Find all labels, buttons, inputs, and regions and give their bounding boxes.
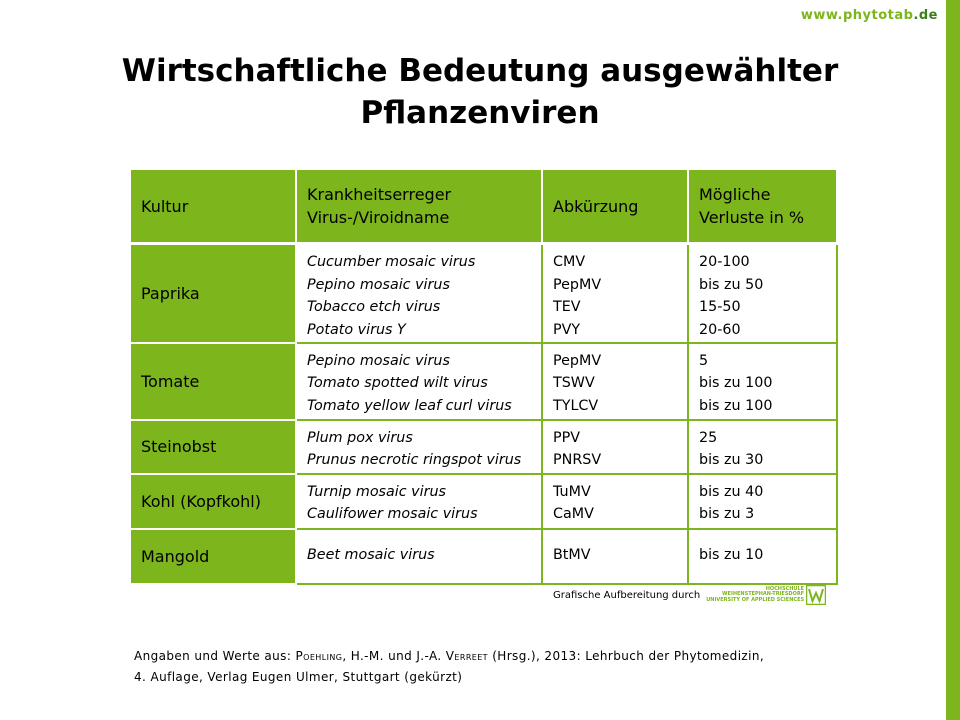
author-verreet: Verreet [445,649,488,663]
table-row [131,244,837,343]
virus-table [131,170,838,585]
hswt-logo[interactable] [706,585,826,605]
loss-cell: 20-100 bis zu 50 15-50 20-60 [688,244,837,343]
kultur-cell: Paprika [131,244,296,343]
author-poehling: Poehling [295,649,343,663]
virus-cell: Turnip mosaic virus Caulifower mosaic virus [296,474,542,529]
graphic-credit [553,584,826,606]
site-url-link[interactable]: www.phytotab.de [800,8,938,23]
kultur-cell: Kohl (Kopfkohl) [131,474,296,529]
abbr-cell: TuMV CaMV [542,474,688,529]
title-line-1: Wirtschaftliche Bedeutung ausgewählter [121,53,839,89]
table-row [131,474,837,529]
abbr-cell: PPV PNRSV [542,420,688,474]
hswt-logo-text: HOCHSCHULE WEIHENSTEPHAN-TRIESDORF UNIVERSITY OF APPLIED SCIENCES [706,585,805,603]
abbr-cell: PepMV TSWV TYLCV [542,343,688,420]
hswt-w-icon [806,585,826,605]
table-row [131,529,837,584]
table-row [131,343,837,420]
header-verluste: Mögliche Verluste in % [688,170,837,244]
right-accent-bar [946,0,960,720]
abbr-cell: CMV PepMV TEV PVY [542,244,688,343]
kultur-cell: Mangold [131,529,296,584]
kultur-cell: Tomate [131,343,296,420]
virus-cell: Beet mosaic virus [296,529,542,584]
kultur-cell: Steinobst [131,420,296,474]
header-erreger: Krankheitserreger Virus-/Viroidname [296,170,542,244]
virus-cell: Pepino mosaic virus Tomato spotted wilt virus Tomato yellow leaf curl virus [296,343,542,420]
header-abkuerzung: Abkürzung [542,170,688,244]
table-row [131,420,837,474]
source-citation: Angaben und Werte aus: Poehling, H.-M. und J.-A. Verreet (Hrsg.), 2013: Lehrbuch der Phytomedizin, 4. Auflage, Verlag Eugen Ulmer, Stuttgart (gekürzt) [134,649,765,684]
loss-cell: bis zu 10 [688,529,837,584]
header-kultur: Kultur [131,170,296,244]
virus-cell: Cucumber mosaic virus Pepino mosaic virus Tobacco etch virus Potato virus Y [296,244,542,343]
virus-cell: Plum pox virus Prunus necrotic ringspot virus [296,420,542,474]
loss-cell: 5 bis zu 100 bis zu 100 [688,343,837,420]
loss-cell: 25 bis zu 30 [688,420,837,474]
loss-cell: bis zu 40 bis zu 3 [688,474,837,529]
table-header-row [131,170,837,244]
credit-text: Grafische Aufbereitung durch [553,589,701,601]
title-line-2: Pflanzenviren [360,95,600,131]
abbr-cell: BtMV [542,529,688,584]
page-title [80,50,880,134]
